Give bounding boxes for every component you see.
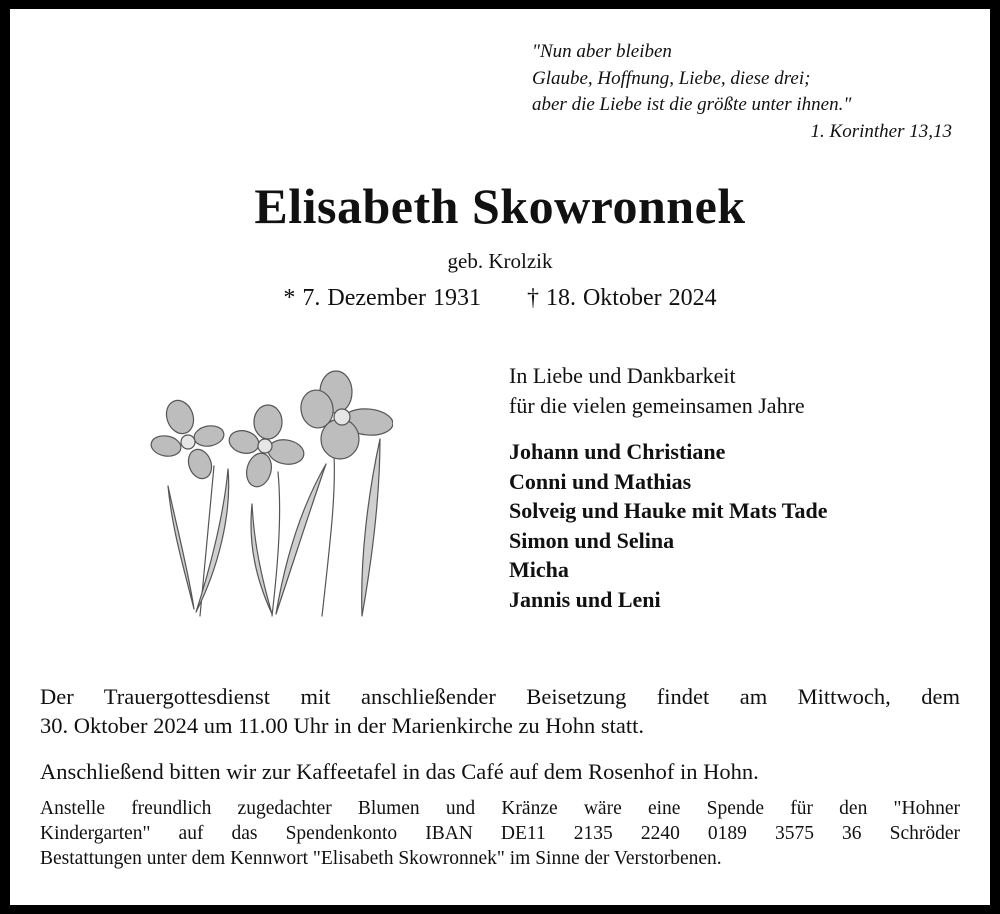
family-list — [509, 437, 827, 615]
family-member: Micha — [509, 557, 569, 583]
donation-line: Kindergarten" auf das Spendenkonto IBAN DE11 2135 2240 0189 3575 36 Schröder — [40, 823, 960, 844]
family-member: Conni und Mathias — [509, 468, 692, 494]
family-member: Simon und Selina — [509, 527, 675, 553]
service-line: 30. Oktober 2024 um 11.00 Uhr in der Marienkirche zu Hohn statt. — [40, 713, 645, 738]
birth-name: geb. Krolzik — [447, 249, 553, 273]
donation-line: Bestattungen unter dem Kennwort "Elisabeth Skowronnek" im Sinne der Verstorbenen. — [40, 848, 722, 869]
quote-line: aber die Liebe ist die größte unter ihnen." — [532, 94, 852, 115]
coffee-info: Anschließend bitten wir zur Kaffeetafel in das Café auf dem Rosenhof in Hohn. — [40, 759, 759, 784]
quote-line: "Nun aber bleiben — [532, 41, 672, 62]
flowers-illustration-icon — [128, 354, 393, 624]
deceased-name: Elisabeth Skowronnek — [254, 178, 746, 234]
quote-line: Glaube, Hoffnung, Liebe, diese drei; — [532, 67, 811, 89]
quote-reference: 1. Korinther 13,13 — [810, 120, 952, 142]
family-member: Jannis und Leni — [509, 586, 661, 612]
service-line: Der Trauergottesdienst mit anschließender Beisetzung findet am Mittwoch, dem — [40, 684, 960, 709]
family-member: Solveig und Hauke mit Mats Tade — [509, 498, 828, 524]
bible-quote — [532, 39, 952, 145]
death-date: † 18. Oktober 2024 — [526, 285, 717, 311]
donation-info — [40, 796, 960, 871]
birth-date: * 7. Dezember 1931 — [283, 285, 481, 311]
thanks-line: für die vielen gemeinsamen Jahre — [509, 393, 805, 418]
service-info — [40, 682, 960, 740]
family-member: Johann und Christiane — [509, 439, 726, 464]
donation-line: Anstelle freundlich zugedachter Blumen und Kränze wäre eine Spende für den "Hohner — [40, 798, 960, 819]
thanks-line: In Liebe und Dankbarkeit — [509, 363, 736, 388]
life-dates — [10, 285, 990, 312]
obituary-notice — [10, 9, 990, 905]
thanks-text — [509, 361, 805, 421]
